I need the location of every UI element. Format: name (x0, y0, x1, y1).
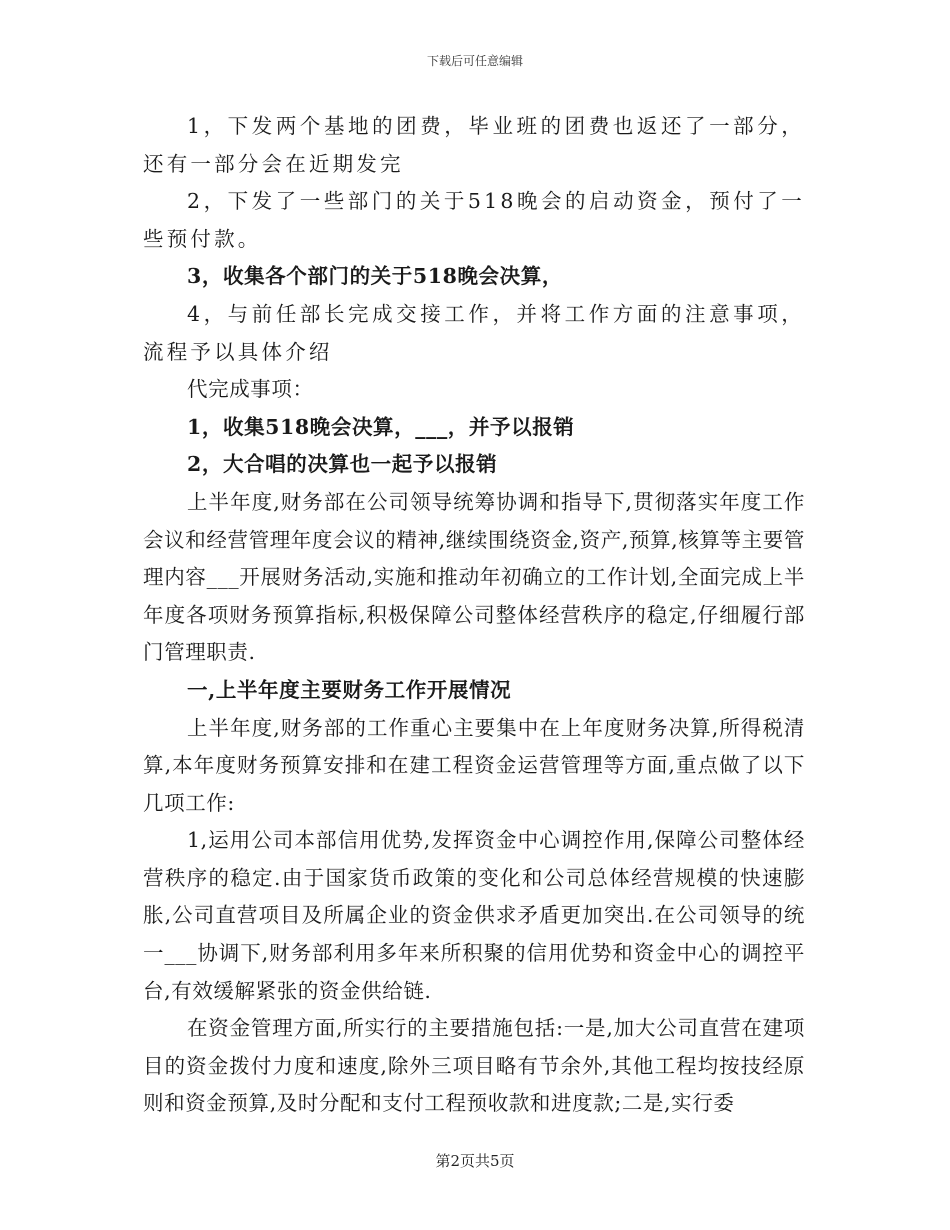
work-item-1-paragraph: 1,运用公司本部信用优势,发挥资金中心调控作用,保障公司整体经营秩序的稳定.由于国家货币政策的变化和公司总体经营规模的快速膨胀,公司直营项目及所属企业的资金供求矛盾更加突出.在公司领导的统一___协调下,财务部利用多年来所积聚的信用优势和资金中心的调控平台,有效缓解紧张的资金供给链. (143, 828, 805, 1003)
pending-item-2: 2，大合唱的决算也一起予以报销 (187, 452, 498, 477)
fund-management-paragraph: 在资金管理方面,所实行的主要措施包括:一是,加大公司直营在建项目的资金拨付力度和速度,除外三项目略有节余外,其他工程均按技经原则和资金预算,及时分配和支付工程预收款和进度款;二是,实行委 (143, 1016, 805, 1116)
page-header-note: 下载后可任意编辑 (426, 54, 523, 68)
document-body (143, 108, 805, 1123)
paragraph-item-4: 4，与前任部长完成交接工作，并将工作方面的注意事项，流程予以具体介绍 (143, 301, 805, 364)
section-heading: 一,上半年度主要财务工作开展情况 (187, 677, 512, 702)
paragraph-item-3: 3，收集各个部门的关于518晚会决算， (187, 264, 563, 289)
page-number-footer: 第2页共5页 (435, 1152, 515, 1170)
pending-item-1: 1，收集518晚会决算，___，并予以报销 (187, 414, 575, 439)
paragraph-item-1: 1，下发两个基地的团费，毕业班的团费也返还了一部分，还有一部分会在近期发完 (143, 114, 805, 176)
summary-paragraph: 上半年度,财务部在公司领导统筹协调和指导下,贯彻落实年度工作会议和经营管理年度会议的精神,继续围绕资金,资产,预算,核算等主要管理内容___开展财务活动,实施和推动年初确立的工作计划,全面完成上半年度各项财务预算指标,积极保障公司整体经营秩序的稳定,仔细履行部门管理职责. (143, 489, 805, 665)
paragraph-item-2: 2，下发了一些部门的关于518晚会的启动资金，预付了一些预付款。 (143, 189, 805, 251)
section-intro-paragraph: 上半年度,财务部的工作重心主要集中在上年度财务决算,所得税清算,本年度财务预算安排和在建工程资金运营管理等方面,重点做了以下几项工作: (143, 715, 805, 815)
pending-items-heading: 代完成事项： (187, 377, 314, 402)
